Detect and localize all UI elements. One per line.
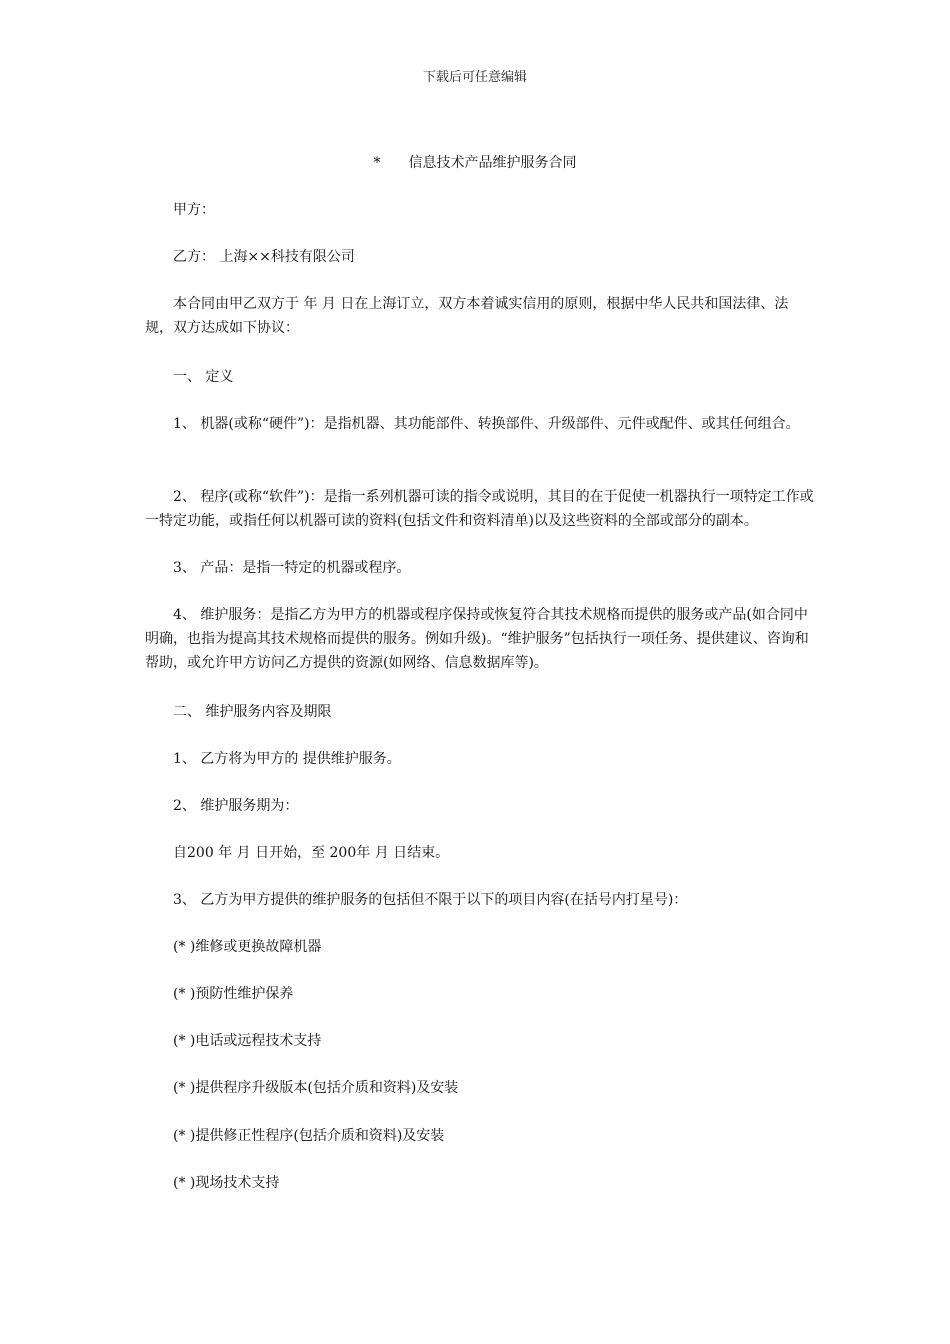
service-option: (* )提供程序升级版本(包括介质和资料)及安装: [173, 1080, 459, 1096]
section-2-heading: 二、 维护服务内容及期限: [173, 704, 332, 720]
title-text: 信息技术产品维护服务合同: [408, 155, 577, 171]
service-item-2: 2、 维护服务期为：: [173, 798, 299, 814]
service-option: (* )预防性维护保养: [173, 986, 294, 1002]
document-title: [0, 152, 950, 172]
service-period: 自200 年 月 日开始，至 200年 月 日结束。: [173, 845, 450, 861]
service-option: (* )维修或更换故障机器: [173, 939, 322, 955]
page-header-note: 下载后可任意编辑: [422, 70, 527, 85]
definition-item-1: 1、 机器(或称“硬件”)：是指机器、其功能部件、转换部件、升级部件、元件或配件、或其任何组合。: [173, 416, 800, 432]
definition-item-3: 3、 产品：是指一特定的机器或程序。: [173, 560, 411, 576]
service-item-1: 1、 乙方将为甲方的 提供维护服务。: [173, 751, 401, 767]
section-1-heading: 一、 定义: [173, 369, 234, 385]
service-option: (* )电话或远程技术支持: [173, 1033, 322, 1049]
intro-paragraph: 本合同由甲乙双方于 年 月 日在上海订立，双方本着诚实信用的原则，根据中华人民共和国法律、法规，双方达成如下协议：: [145, 296, 789, 336]
service-item-3: 3、 乙方为甲方提供的维护服务的包括但不限于以下的项目内容(在括号内打星号)：: [173, 892, 688, 908]
service-option: (* )提供修正性程序(包括介质和资料)及安装: [173, 1128, 445, 1144]
title-marker: *: [373, 155, 381, 171]
service-option: (* )现场技术支持: [173, 1175, 280, 1191]
definition-item-2: 2、 程序(或称“软件”)：是指一系列机器可读的指令或说明，其目的在于促使一机器执行一项特定工作或一特定功能，或指任何以机器可读的资料(包括文件和资料清单)以及这些资料的全部或部分的副本。: [145, 489, 814, 529]
party-b-line: 乙方： 上海××科技有限公司: [173, 249, 355, 265]
definition-item-4: 4、 维护服务：是指乙方为甲方的机器或程序保持或恢复符合其技术规格而提供的服务或产品(如合同中明确，也指为提高其技术规格而提供的服务。例如升级)。“维护服务”包括执行一项任务、提供建议、咨询和帮助，或允许甲方访问乙方提供的资源(如网络、信息数据库等)。: [145, 607, 809, 671]
party-a-line: 甲方：: [173, 202, 215, 218]
